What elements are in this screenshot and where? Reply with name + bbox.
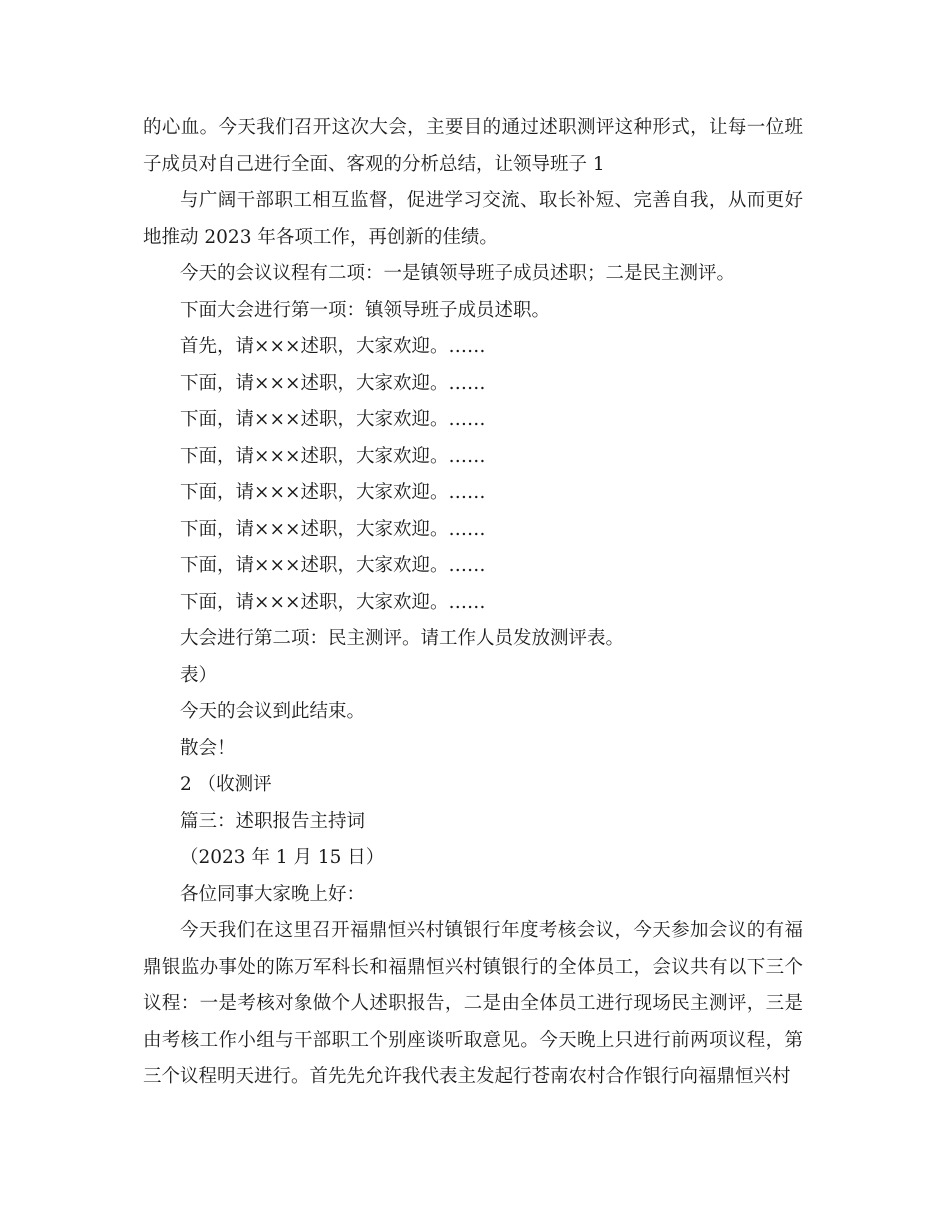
paragraph: 下面，请×××述职，大家欢迎。…… [180,445,486,467]
paragraph: 散会！ [180,737,236,759]
document-body [143,110,803,1096]
paragraph: 下面，请×××述职，大家欢迎。…… [180,482,486,503]
paragraph: 下面大会进行第一项：镇领导班子成员述职。 [180,299,551,321]
paragraph: 下面，请×××述职，大家欢迎。…… [180,409,486,430]
paragraph: 今天我们在这里召开福鼎恒兴村镇银行年度考核会议，今天参加会议的有福鼎银监办事处的陈万军科长和福鼎恒兴村镇银行的全体员工，会议共有以下三个议程：一是考核对象做个人述职报告，二是由全体员工进行现场民主测评，三是由考核工作小组与干部职工个别座谈听取意见。今天晚上只进行前两项议程，第三个议程明天进行。首先先允许我代表主发起行苍南农村合作银行向福鼎恒兴村 [143,920,803,1087]
paragraph: 大会进行第二项：民主测评。请工作人员发放测评表。 [180,628,625,649]
section-heading: 篇三：述职报告主持词 [180,810,366,832]
paragraph: 下面，请×××述职，大家欢迎。…… [180,372,486,394]
paragraph: 今天的会议到此结束。 [180,701,366,722]
date-line: （2023 年 1 月 15 日） [180,847,385,868]
paragraph: 首先，请×××述职，大家欢迎。…… [180,336,486,357]
greeting: 各位同事大家晚上好： [180,883,366,905]
paragraph: 下面，请×××述职，大家欢迎。…… [180,591,486,613]
paragraph: 2 （收测评 [180,774,272,795]
paragraph: 表） [180,664,218,686]
paragraph: 的心血。今天我们召开这次大会，主要目的通过述职测评这种形式，让每一位班子成员对自己进行全面、客观的分析总结，让领导班子 1 [143,117,803,175]
paragraph: 下面，请×××述职，大家欢迎。…… [180,518,486,540]
paragraph: 今天的会议议程有二项：一是镇领导班子成员述职；二是民主测评。 [180,263,736,284]
paragraph: 与广阔干部职工相互监督，促进学习交流、取长补短、完善自我，从而更好地推动 2023 年各项工作，再创新的佳绩。 [143,190,803,248]
paragraph: 下面，请×××述职，大家欢迎。…… [180,555,486,576]
